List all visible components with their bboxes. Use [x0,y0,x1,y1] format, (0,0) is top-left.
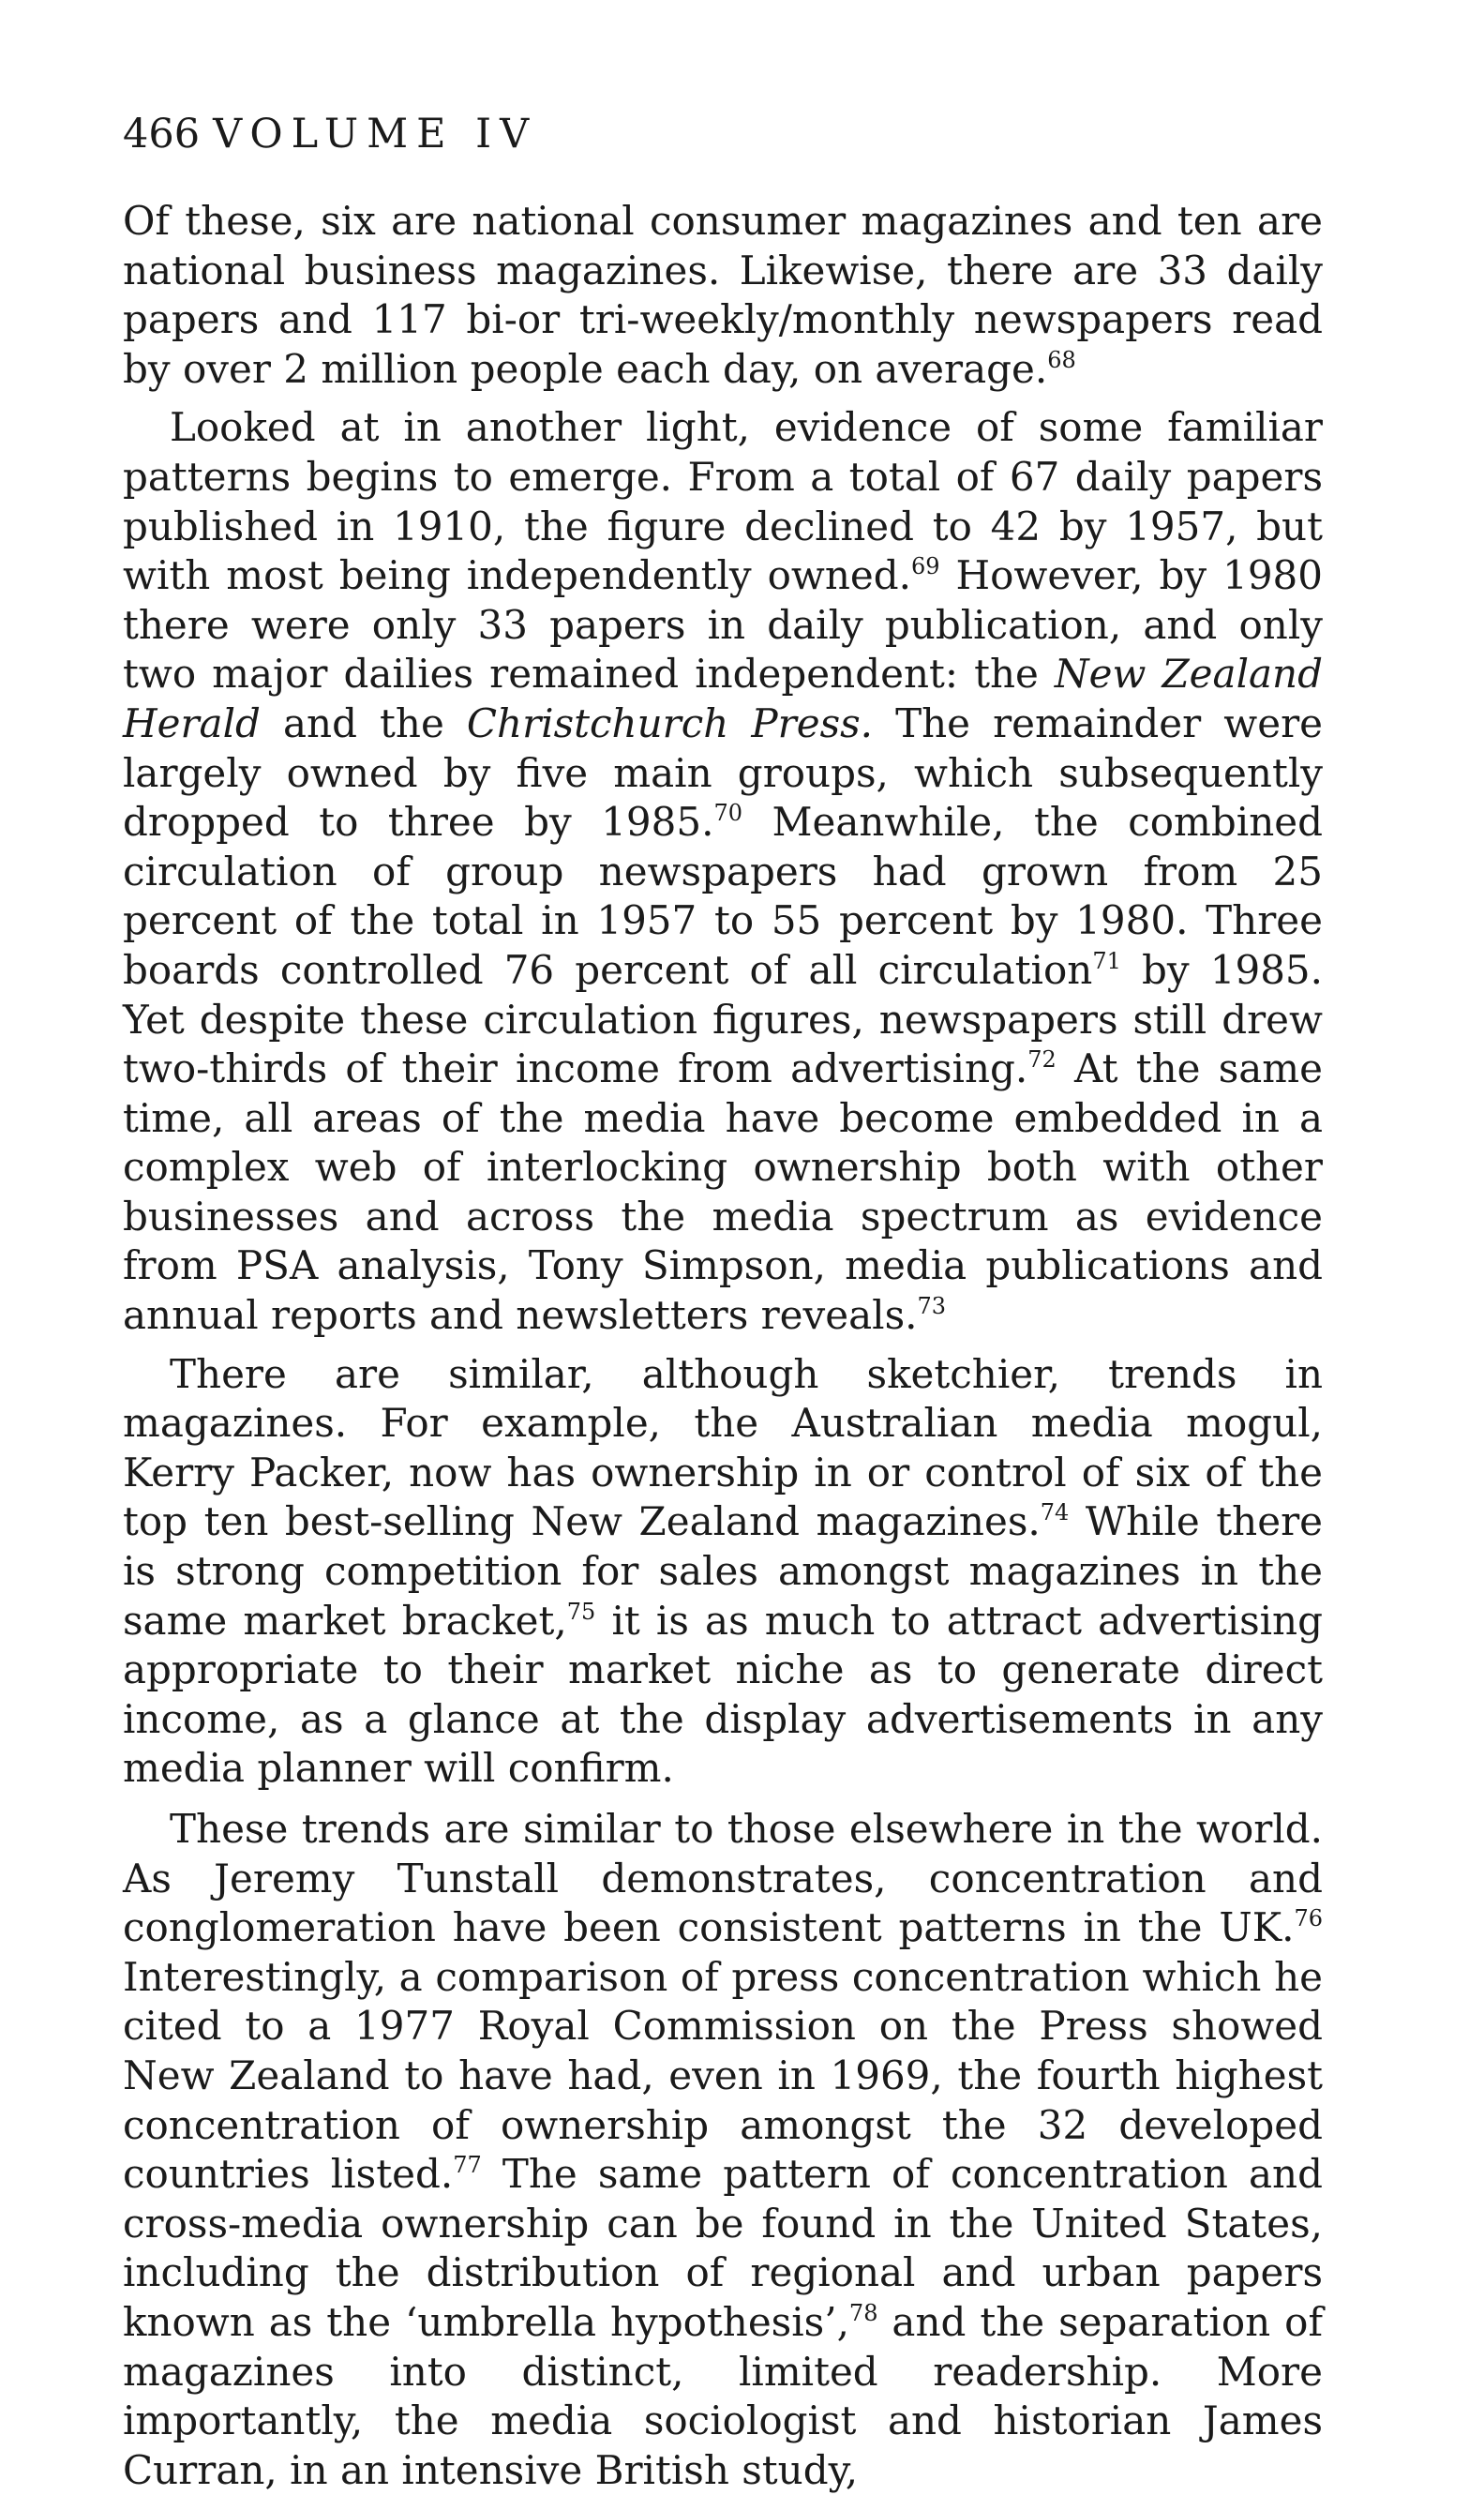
footnote-marker: 72 [1027,1046,1057,1074]
footnote-marker: 74 [1040,1499,1070,1526]
text-run: Meanwhile, the combined circulation of group newspapers had grown from 25 percent of the total in 1957 to 55 percent by 1980. Three boards controlled 76 percent of all circulation [123,799,1323,993]
text-run: These trends are similar to those elsewhere in the world. As Jeremy Tunstall demonstrates, concentration and conglomeration have been consistent patterns in the UK. [123,1806,1323,1951]
footnote-marker: 73 [917,1293,947,1320]
text-run: The remainder were largely owned by five main groups, which subsequently dropped to three by 1985. [123,699,1324,846]
text-run: it is as much to attract advertising appropriate to their market niche as to generate direct income, as a glance at the display advertisements in any media planner will confirm. [123,1597,1323,1792]
text-run: Interestingly, a comparison of press concentration which he cited to a 1977 Royal Commission on the Press showed New Zealand to have had, even in 1969, the fourth highest concentration of ownership amongst the 32 developed countries listed. [123,1953,1323,2198]
text-run: and the [260,699,467,746]
text-run: and the separation of magazines into distinct, limited readership. More importantly, the media sociologist and historian James Curran, in an intensive British study, [123,2298,1323,2493]
footnote-marker: 71 [1092,947,1121,974]
paragraph [123,403,1323,1340]
body-text [123,197,1323,2495]
text-run: There are similar, although sketchier, trends in magazines. For example, the Australian media mogul, Kerry Packer, now has ownership in or control of six of the top ten best-selling New Zealand magazines. [123,1350,1323,1545]
page-number: 466 [123,111,201,158]
text-run: Of these, six are national consumer magazines and ten are national business magazines. Likewise, there are 33 daily papers and 117 bi-or tri-weekly/monthly newspapers read by over 2 million people each day, on average. [123,198,1323,392]
paragraph [123,1350,1323,1794]
text-run: by 1985. Yet despite these circulation figures, newspapers still drew two-thirds of their income from advertising. [123,946,1323,1092]
italic-title: Christchurch Press. [466,699,874,746]
footnote-marker: 70 [713,800,742,827]
running-head-title: VOLUME IV [213,111,538,158]
paragraph [123,197,1323,394]
text-run: The same pattern of concentration and cross-media ownership can be found in the United States, including the distribution of regional and urban papers known as the ‘umbrella hypothesis’, [123,2151,1323,2345]
text-run: At the same time, all areas of the media have become embedded in a complex web of interlocking ownership both with other businesses and across the media spectrum as evidence from PSA analysis, Tony Simpson, media publications and annual reports and newsletters reveals. [123,1045,1323,1339]
footnote-marker: 75 [566,1598,596,1625]
paragraph [123,1805,1323,2495]
footnote-marker: 76 [1294,1905,1323,1932]
running-header [123,111,538,158]
italic-title: New Zealand Herald [123,651,1323,746]
footnote-marker: 77 [453,2152,482,2179]
footnote-marker: 69 [910,553,940,580]
footnote-marker: 78 [848,2299,878,2326]
footnote-marker: 68 [1047,346,1076,373]
text-run: However, by 1980 there were only 33 papers in daily publication, and only two major dailies remained independent: the [123,552,1323,698]
text-run: While there is strong competition for sales amongst magazines in the same market bracket, [123,1498,1324,1644]
text-run: Looked at in another light, evidence of some familiar patterns begins to emerge. From a total of 67 daily papers published in 1910, the figure declined to 42 by 1957, but with most being independently owned. [123,404,1323,599]
